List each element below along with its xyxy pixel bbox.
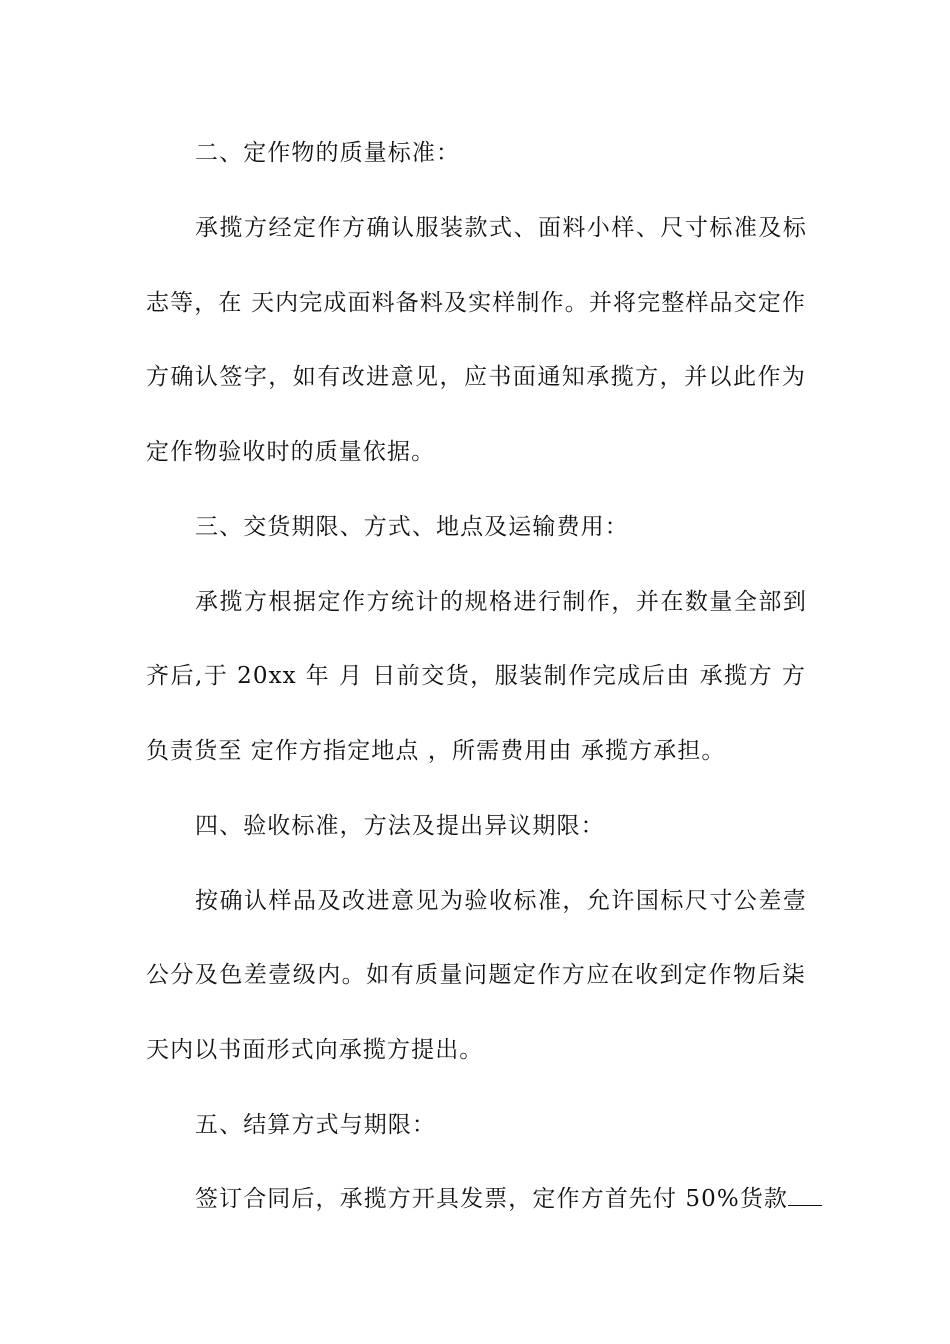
paragraph-line: 负责货至 定作方指定地点 ，所需费用由 承揽方承担。	[146, 738, 726, 764]
section-heading-quality: 二、定作物的质量标准：	[195, 140, 461, 166]
paragraph-line: 天内以书面形式向承揽方提出。	[146, 1037, 484, 1063]
paragraph-line: 齐后,于 20xx 年 月 日前交货，服装制作完成后由 承揽方 方	[146, 663, 806, 689]
paragraph-line: 志等，在 天内完成面料备料及实样制作。并将完整样品交定作	[146, 290, 806, 316]
paragraph-line-with-blank	[195, 1183, 807, 1215]
section-heading-delivery: 三、交货期限、方式、地点及运输费用：	[195, 514, 629, 540]
paragraph-line: 承揽方经定作方确认服装款式、面料小样、尺寸标准及标	[195, 215, 807, 241]
section-heading-acceptance: 四、验收标准，方法及提出异议期限：	[195, 813, 605, 839]
paragraph-line: 公分及色差壹级内。如有质量问题定作方应在收到定作物后柒	[146, 962, 806, 988]
paragraph-line: 方确认签字，如有改进意见，应书面通知承揽方，并以此作为	[146, 364, 806, 390]
paragraph-line: 按确认样品及改进意见为验收标准，允许国标尺寸公差壹	[195, 888, 807, 914]
fill-in-blank	[788, 1183, 822, 1206]
section-heading-settlement: 五、结算方式与期限：	[195, 1112, 436, 1138]
paragraph-line: 定作物验收时的质量依据。	[146, 439, 436, 465]
paragraph-line: 承揽方根据定作方统计的规格进行制作，并在数量全部到	[195, 589, 807, 615]
paragraph-line: 签订合同后，承揽方开具发票，定作方首先付 50%货款	[195, 1186, 789, 1212]
